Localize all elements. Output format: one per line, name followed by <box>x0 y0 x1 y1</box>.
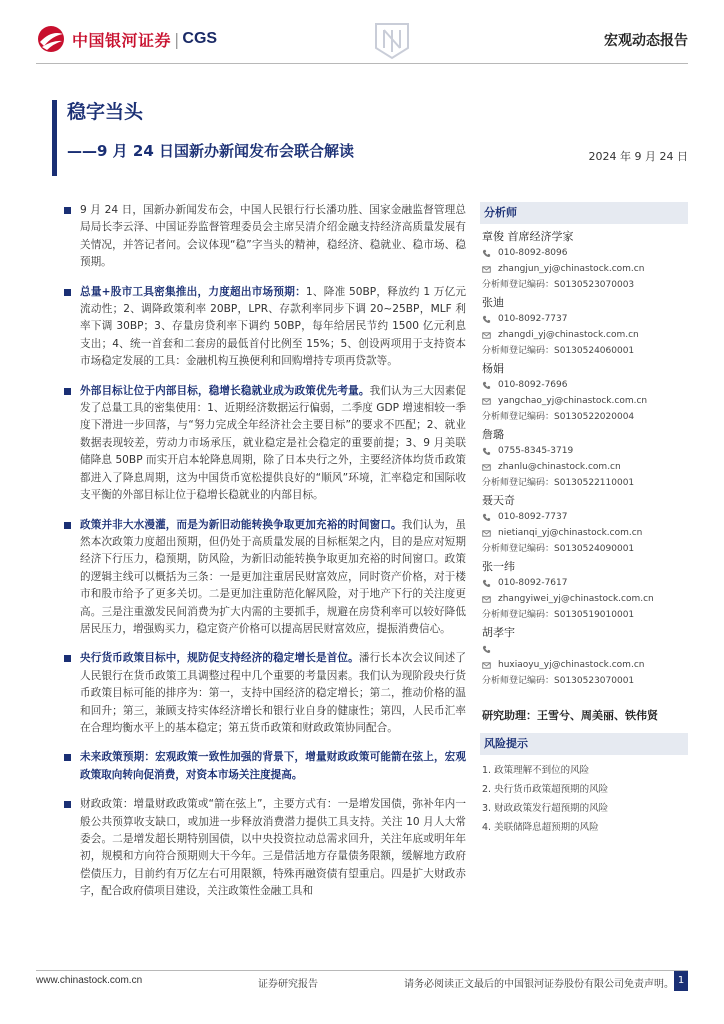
analyst-card <box>482 361 688 425</box>
analyst-phone: 010-8092-7696 <box>498 380 568 390</box>
email-icon <box>482 265 491 274</box>
bullet-square-icon <box>64 522 71 529</box>
analyst-card <box>482 493 688 557</box>
analyst-email-row <box>482 525 688 541</box>
page-footer <box>36 970 688 990</box>
summary-paragraph <box>52 650 466 737</box>
analyst-cert: 分析师登记编码：S0130519010001 <box>482 610 635 620</box>
analyst-phone-row <box>482 443 688 459</box>
page-header <box>36 18 688 64</box>
analyst-email[interactable]: zhangyiwei_yj@chinastock.com.cn <box>498 594 654 604</box>
email-icon <box>482 397 491 406</box>
main-content <box>52 202 466 913</box>
paragraph-lead: 总量+股市工具密集推出，力度超出市场预期： <box>80 285 306 298</box>
bullet-square-icon <box>64 801 71 808</box>
analyst-email-row <box>482 393 688 409</box>
title-block <box>52 100 354 176</box>
logo-separator: | <box>174 29 180 49</box>
phone-icon <box>482 249 491 258</box>
company-logo <box>36 24 217 54</box>
analyst-cert-row <box>482 475 688 491</box>
email-icon <box>482 463 491 472</box>
phone-icon <box>482 579 491 588</box>
analyst-phone-row <box>482 641 688 657</box>
bullet-square-icon <box>64 754 71 761</box>
analyst-phone-row <box>482 575 688 591</box>
analyst-cert-row <box>482 409 688 425</box>
analyst-email[interactable]: nietianqi_yj@chinastock.com.cn <box>498 528 643 538</box>
email-icon <box>482 595 491 604</box>
summary-paragraph <box>52 202 466 272</box>
analyst-cert-row <box>482 277 688 293</box>
analyst-phone-row <box>482 245 688 261</box>
email-icon <box>482 661 491 670</box>
analyst-phone: 010-8092-7737 <box>498 314 568 324</box>
analyst-email[interactable]: zhangdi_yj@chinastock.com.cn <box>498 330 639 340</box>
email-icon <box>482 331 491 340</box>
paragraph-lead: 政策并非大水漫灌，而是为新旧动能转换争取更加充裕的时间窗口。 <box>80 518 402 531</box>
analyst-name: 聂天奇 <box>482 494 515 507</box>
paragraph-text: 1、降准 50BP，释放约 1 万亿元流动性；2、调降政策利率 20BP，LPR、存款利率同步下调 20~25BP，MLF 利率下调 30BP；3、存量房贷利率下调约 50BP，每年给居民节约 1500 亿元利息支出；4、统一首套和二套房的最低首付比例至 15%；5、创设两项用于支持资本市场稳定发展的工具：金融机构互换便利和回购增持专项再贷款等。 <box>80 285 466 368</box>
analyst-name: 张一纬 <box>482 560 515 573</box>
risk-item: 4. 美联储降息超预期的风险 <box>482 822 599 833</box>
analyst-card <box>482 559 688 623</box>
watermark-emblem-icon <box>372 22 412 60</box>
analyst-phone: 010-8092-7617 <box>498 578 568 588</box>
analyst-cert: 分析师登记编码：S0130524060001 <box>482 346 635 356</box>
report-date: 2024 年 9 月 24 日 <box>588 150 688 163</box>
summary-paragraph <box>52 517 466 639</box>
analyst-name: 杨娟 <box>482 362 504 375</box>
analyst-phone: 010-8092-7737 <box>498 512 568 522</box>
analyst-card <box>482 295 688 359</box>
analyst-email[interactable]: huxiaoyu_yj@chinastock.com.cn <box>498 660 645 670</box>
phone-icon <box>482 447 491 456</box>
analyst-name: 胡孝宇 <box>482 626 515 639</box>
paragraph-text: 9 月 24 日，国新办新闻发布会，中国人民银行行长潘功胜、国家金融监督管理总局局长李云泽、中国证券监督管理委员会主席吴清介绍金融支持经济高质量发展有关情况，并答记者问。会议体现“稳”字当头的精神，稳经济、稳就业、稳市场、稳预期。 <box>80 204 466 269</box>
paragraph-text: 潘行长本次会议间述了人民银行在货币政策工具调整过程中几个重要的考量因素。我们认为现阶段央行货币政策目标可能的排序为：第一，支持中国经济的稳定增长；第二，推动价格的温和回升；第三，兼顾支持实体经济增长和银行业自身的健康性；第四，人民币汇率在合理均衡水平上的基本稳定；第五货币政策和财政政策协同配合。 <box>80 652 467 734</box>
email-icon <box>482 529 491 538</box>
website-link[interactable]: www.chinastock.com.cn <box>36 975 143 986</box>
footer-label: 证券研究报告 <box>258 979 318 990</box>
analyst-cert-row <box>482 343 688 359</box>
risk-item: 2. 央行货币政策超预期的风险 <box>482 784 609 795</box>
analyst-name: 詹璐 <box>482 428 504 441</box>
analyst-phone-row <box>482 509 688 525</box>
summary-paragraph <box>52 796 466 900</box>
bullet-square-icon <box>64 289 71 296</box>
risk-item: 1. 政策理解不到位的风险 <box>482 765 590 776</box>
analyst-email[interactable]: zhangjun_yj@chinastock.com.cn <box>498 264 645 274</box>
analyst-cert: 分析师登记编码：S0130524090001 <box>482 544 635 554</box>
paragraph-lead: 未来政策预期：宏观政策一致性加强的背景下，增量财政政策可能箭在弦上，宏观政策取向转向促消费，对资本市场关注度提高。 <box>80 751 466 781</box>
page-title: 稳字当头 <box>67 101 144 123</box>
research-assistants: 研究助理：王雪兮、周美丽、铁伟贤 <box>482 709 658 722</box>
report-type: 宏观动态报告 <box>604 33 688 49</box>
analyst-card <box>482 229 688 293</box>
risk-heading: 风险提示 <box>480 733 688 755</box>
analyst-email-row <box>482 459 688 475</box>
analyst-phone: 0755-8345-3719 <box>498 446 574 456</box>
analyst-email-row <box>482 261 688 277</box>
analyst-phone-row <box>482 311 688 327</box>
analyst-cert-row <box>482 541 688 557</box>
summary-paragraph <box>52 749 466 784</box>
paragraph-text: 我们认为，虽然本次政策力度超出预期，但仍处于高质量发展的目标框架之内，目的是应对短期经济下行压力，稳预期，防风险，为新旧动能转换争取更加充裕的时间窗口。政策的逻辑主线可以概括为三条：一是更加注重居民财富效应，同时资产价格，对于楼市和股市给予了更多关切。二是更加注重防范化解风险，对于地产下行的关注度更高。三是注重激发民间消费为扩大内需的主要抓手，规避在房贷利率可以较好降低居民压力，增强购买力，稳定资产价格可以提高居民财富效应，提振消费信心。 <box>80 518 467 635</box>
phone-icon <box>482 645 491 654</box>
phone-icon <box>482 381 491 390</box>
bullet-square-icon <box>64 207 71 214</box>
analyst-heading: 分析师 <box>480 202 688 224</box>
company-brand-en: CGS <box>182 30 218 47</box>
analyst-name: 张迪 <box>482 296 504 309</box>
analyst-cert-row <box>482 673 688 689</box>
analyst-card <box>482 625 688 689</box>
risk-item: 3. 财政政策发行超预期的风险 <box>482 803 609 814</box>
galaxy-logo-icon <box>36 24 66 54</box>
phone-icon <box>482 315 491 324</box>
analyst-cert: 分析师登记编码：S0130522110001 <box>482 478 635 488</box>
phone-icon <box>482 513 491 522</box>
analyst-cert: 分析师登记编码：S0130523070003 <box>482 280 635 290</box>
paragraph-lead: 央行货币政策目标中，规防促支持经济的稳定增长是首位。 <box>80 652 359 665</box>
page-number: 1 <box>674 971 688 991</box>
analyst-cert: 分析师登记编码：S0130523070001 <box>482 676 635 686</box>
analyst-list <box>480 224 688 689</box>
analyst-phone: 010-8092-8096 <box>498 248 568 258</box>
company-name: 中国银河证券 <box>72 30 172 50</box>
sidebar <box>480 202 688 837</box>
footer-disclaimer: 请务必阅读正文最后的中国银河证券股份有限公司免责声明。 <box>404 979 674 990</box>
analyst-email[interactable]: zhanlu@chinastock.com.cn <box>498 462 621 472</box>
paragraph-lead: 外部目标让位于内部目标，稳增长稳就业成为政策优先考量。 <box>80 384 370 397</box>
analyst-email-row <box>482 657 688 673</box>
analyst-phone-row <box>482 377 688 393</box>
analyst-email-row <box>482 327 688 343</box>
analyst-cert: 分析师登记编码：S0130522020004 <box>482 412 635 422</box>
bullet-square-icon <box>64 388 71 395</box>
analyst-email-row <box>482 591 688 607</box>
page-subtitle: ——9 月 24 日国新办新闻发布会联合解读 <box>67 142 354 160</box>
analyst-card <box>482 427 688 491</box>
analyst-name: 章俊 首席经济学家 <box>482 230 574 243</box>
analyst-email[interactable]: yangchao_yj@chinastock.com.cn <box>498 396 648 406</box>
paragraph-text: 财政政策：增量财政政策或“箭在弦上”，主要方式有：一是增发国债，弥补年内一般公共预算收支缺口，或加进一步释放消费潜力提供工具支持。关注 10 月人大常委会。二是增发超长期特别国债，以中央投资拉动总需求回升，关注年底或明年年初，规模和方向符合预期则大干今年。三是借活地方存量债务限额，缓解地方政府偿债压力，目前约有万亿左右可用限额，特殊再融资债有望重启。四是扩大财政赤字，配合政府债项目建设，关注政策性金融工具和 <box>80 798 466 898</box>
summary-paragraph <box>52 383 466 505</box>
paragraph-text: 我们认为三大因素促发了总量工具的密集使用：1、近期经济数据运行偏弱，二季度 GDP 增速相较一季度下滑进一步回落，与“努力完成全年经济社会主要目标”的要求不匹配；2、就业数据表现较差，劳动力市场承压，就业稳定是社会稳定的重要前提；3、9 月美联储降息 50BP 而实开启本轮降息周期，除了日本央行之外，主要经济体均货币政策都进入了降息周期，这为中国货币宽松提供良好的“顺风”环境，汇率稳定和国际收支平衡的外部目标让位于稳增长稳就业的内部目标。 <box>80 384 467 502</box>
summary-paragraph <box>52 284 466 371</box>
analyst-cert-row <box>482 607 688 623</box>
risk-list <box>480 755 688 837</box>
bullet-square-icon <box>64 655 71 662</box>
